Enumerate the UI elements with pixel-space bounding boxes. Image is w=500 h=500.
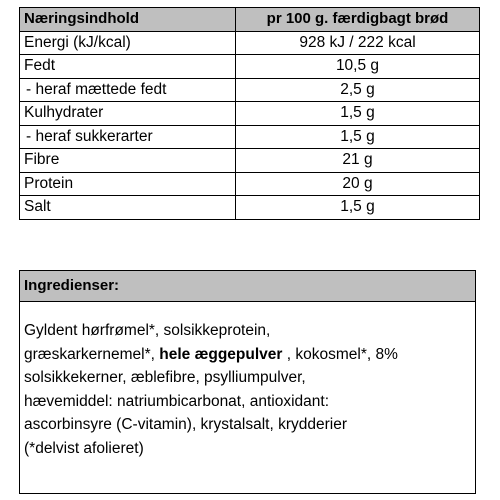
nutrient-name: Fedt [20, 55, 236, 79]
table-row [20, 31, 480, 55]
nutrient-value: 20 g [236, 172, 480, 196]
ingredients-line-part: græskarkernemel*, [24, 345, 160, 363]
nutrient-value: 10,5 g [236, 55, 480, 79]
nutrient-value: 2,5 g [236, 78, 480, 102]
ingredients-text [20, 302, 475, 460]
nutrient-name: - heraf sukkerarter [20, 125, 236, 149]
ingredients-line: Gyldent hørfrømel*, solsikkeprotein, [24, 322, 271, 339]
nutrient-name: - heraf mættede fedt [20, 78, 236, 102]
nutrient-name: Kulhydrater [20, 102, 236, 126]
nutrient-value: 1,5 g [236, 125, 480, 149]
ingredients-line: hævemiddel: natriumbicarbonat, antioxidant: [24, 392, 330, 410]
ingredients-line [24, 343, 471, 367]
nutrient-name: Energi (kJ/kcal) [20, 31, 236, 55]
ingredients-box [19, 270, 476, 494]
nutrient-name: Protein [20, 172, 236, 196]
nutrient-value: 928 kJ / 222 kcal [236, 31, 480, 55]
ingredients-highlight: hele æggepulver [159, 345, 283, 363]
table-row [20, 78, 480, 102]
table-row [20, 102, 480, 126]
table-row [20, 125, 480, 149]
nutrition-header-row [20, 8, 480, 32]
table-row [20, 196, 480, 220]
table-row [20, 172, 480, 196]
nutrient-name: Fibre [20, 149, 236, 173]
ingredients-line: ascorbinsyre (C-vitamin), krystalsalt, krydderier [24, 416, 347, 433]
nutrient-value: 21 g [236, 149, 480, 173]
table-row [20, 55, 480, 79]
nutrient-value: 1,5 g [236, 102, 480, 126]
ingredients-title: Ingredienser: [20, 271, 475, 302]
ingredients-line: (*delvist afolieret) [24, 439, 144, 457]
nutrition-header-value: pr 100 g. færdigbagt brød [236, 8, 480, 32]
ingredients-line-part: , kokosmel*, 8% [282, 345, 398, 363]
nutrition-table [19, 7, 480, 220]
nutrition-header-name: Næringsindhold [20, 8, 236, 32]
nutrient-value: 1,5 g [236, 196, 480, 220]
table-row [20, 149, 480, 173]
nutrient-name: Salt [20, 196, 236, 220]
ingredients-line: solsikkekerner, æblefibre, psylliumpulver, [24, 369, 306, 386]
